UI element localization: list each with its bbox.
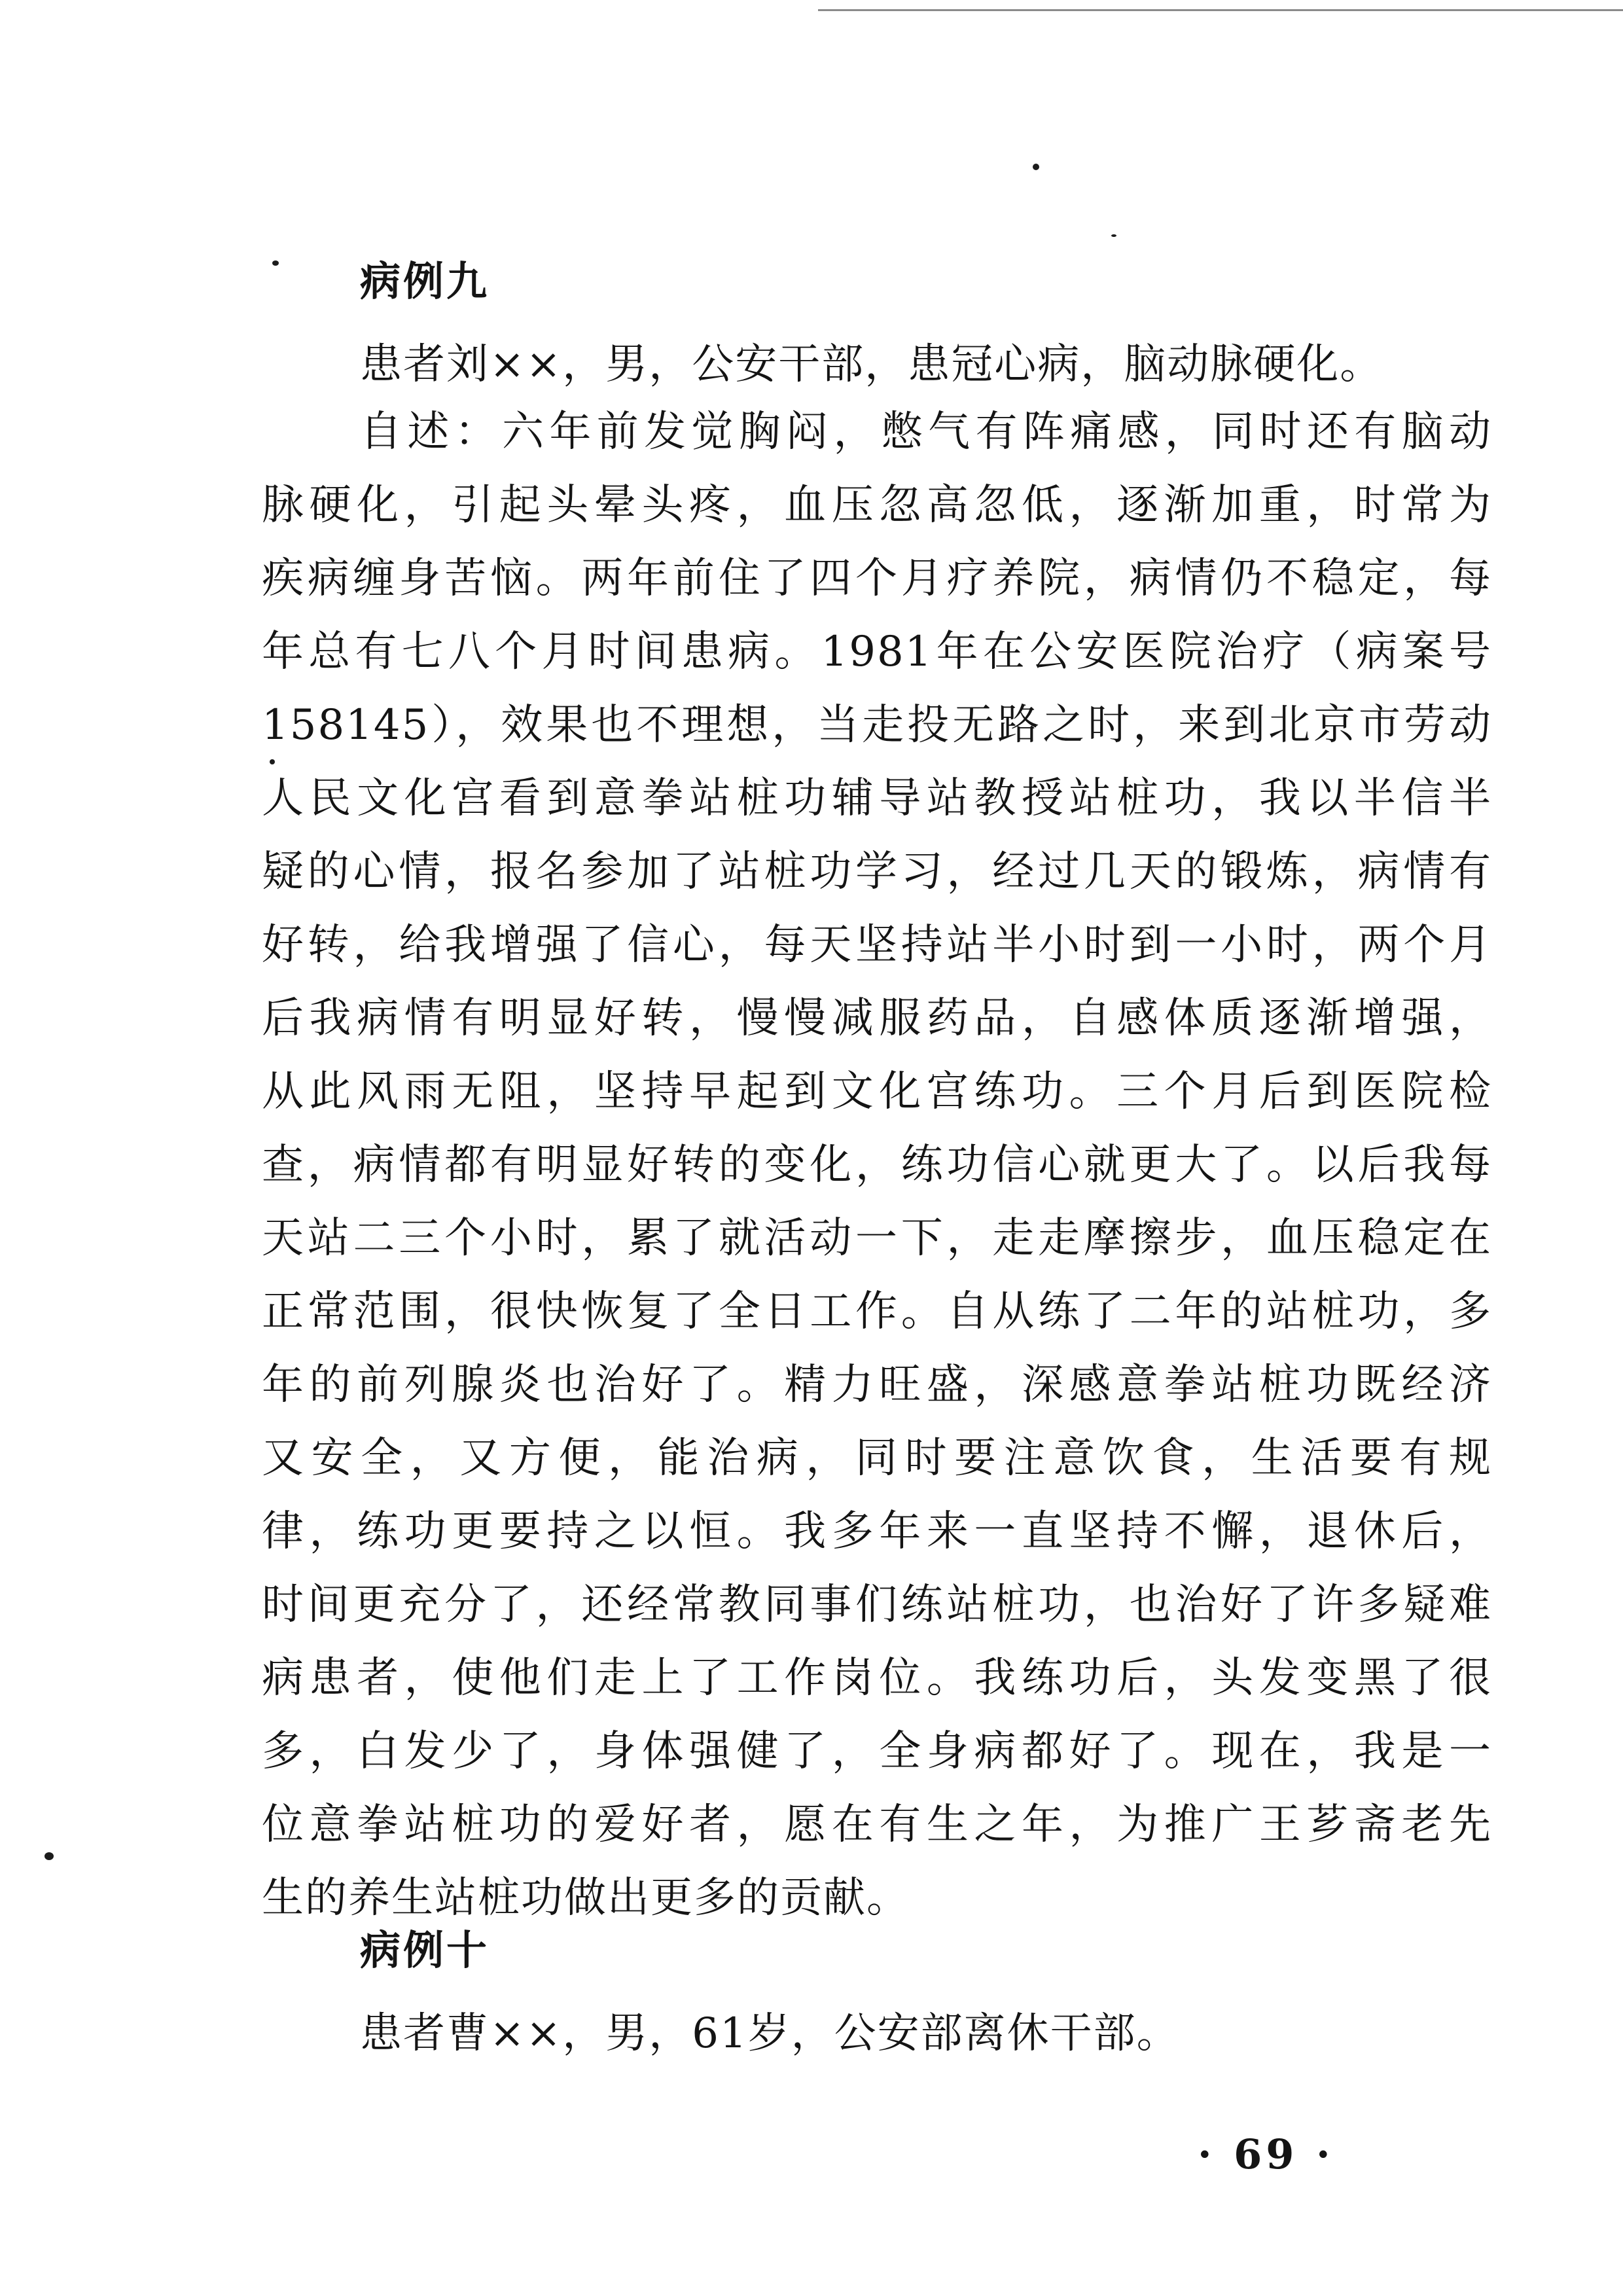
case-ten-intro: 患者曹××，男，61岁，公安部离休干部。	[360, 2009, 1180, 2058]
case-ten-heading: 病例十	[360, 1926, 490, 1974]
scan-speck	[1111, 234, 1116, 237]
case-nine-text-line: 好转，给我增强了信心，每天坚持站半小时到一小时，两个月	[262, 921, 1492, 969]
scan-edge-line	[818, 9, 1623, 11]
case-nine-text-line: 人民文化宫看到意拳站桩功辅导站教授站桩功，我以半信半	[262, 774, 1492, 823]
case-nine-text-line: 查，病情都有明显好转的变化，练功信心就更大了。以后我每	[262, 1141, 1492, 1189]
case-nine-text-line: 年的前列腺炎也治好了。精力旺盛，深感意拳站桩功既经济	[262, 1361, 1492, 1409]
page-number: · 69 ·	[1198, 2130, 1334, 2178]
case-nine-text-line: 自述：六年前发觉胸闷，憋气有阵痛感，同时还有脑动	[360, 408, 1492, 456]
case-nine-text-line: 158145），效果也不理想，当走投无路之时，来到北京市劳动	[262, 701, 1492, 749]
scan-speck	[1033, 164, 1039, 170]
case-nine-text-line: 天站二三个小时，累了就活动一下，走走摩擦步，血压稳定在	[262, 1214, 1492, 1263]
case-nine-text-line: 律，练功更要持之以恒。我多年来一直坚持不懈，退休后，	[262, 1507, 1492, 1556]
scan-speck	[272, 260, 279, 266]
case-nine-text-line: 多，白发少了，身体强健了，全身病都好了。现在，我是一	[262, 1727, 1492, 1776]
scan-speck	[45, 1852, 54, 1860]
case-nine-text-line: 从此风雨无阻，坚持早起到文化宫练功。三个月后到医院检	[262, 1067, 1492, 1116]
case-nine-text-line: 后我病情有明显好转，慢慢减服药品，自感体质逐渐增强，	[262, 994, 1492, 1043]
case-nine-text-line: 位意拳站桩功的爱好者，愿在有生之年，为推广王芗斋老先	[262, 1801, 1492, 1849]
case-nine-text-line: 脉硬化，引起头晕头疼，血压忽高忽低，逐渐加重，时常为	[262, 481, 1492, 529]
case-nine-heading: 病例九	[360, 257, 490, 305]
case-nine-text-line: 生的养生站桩功做出更多的贡献。	[262, 1874, 910, 1922]
case-nine-text-line: 时间更充分了，还经常教同事们练站桩功，也治好了许多疑难	[262, 1581, 1492, 1629]
case-nine-intro: 患者刘××，男，公安干部，患冠心病，脑动脉硬化。	[360, 340, 1383, 389]
scan-speck	[270, 759, 275, 764]
case-nine-text-line: 正常范围，很快恢复了全日工作。自从练了二年的站桩功，多	[262, 1287, 1492, 1336]
case-nine-text-line: 疑的心情，报名参加了站桩功学习，经过几天的锻炼，病情有	[262, 848, 1492, 896]
case-nine-text-line: 疾病缠身苦恼。两年前住了四个月疗养院，病情仍不稳定，每	[262, 554, 1492, 603]
case-nine-text-line: 年总有七八个月时间患病。1981年在公安医院治疗（病案号	[262, 628, 1492, 676]
case-nine-text-line: 又安全，又方便，能治病，同时要注意饮食，生活要有规	[262, 1434, 1492, 1482]
case-nine-text-line: 病患者，使他们走上了工作岗位。我练功后，头发变黑了很	[262, 1654, 1492, 1702]
